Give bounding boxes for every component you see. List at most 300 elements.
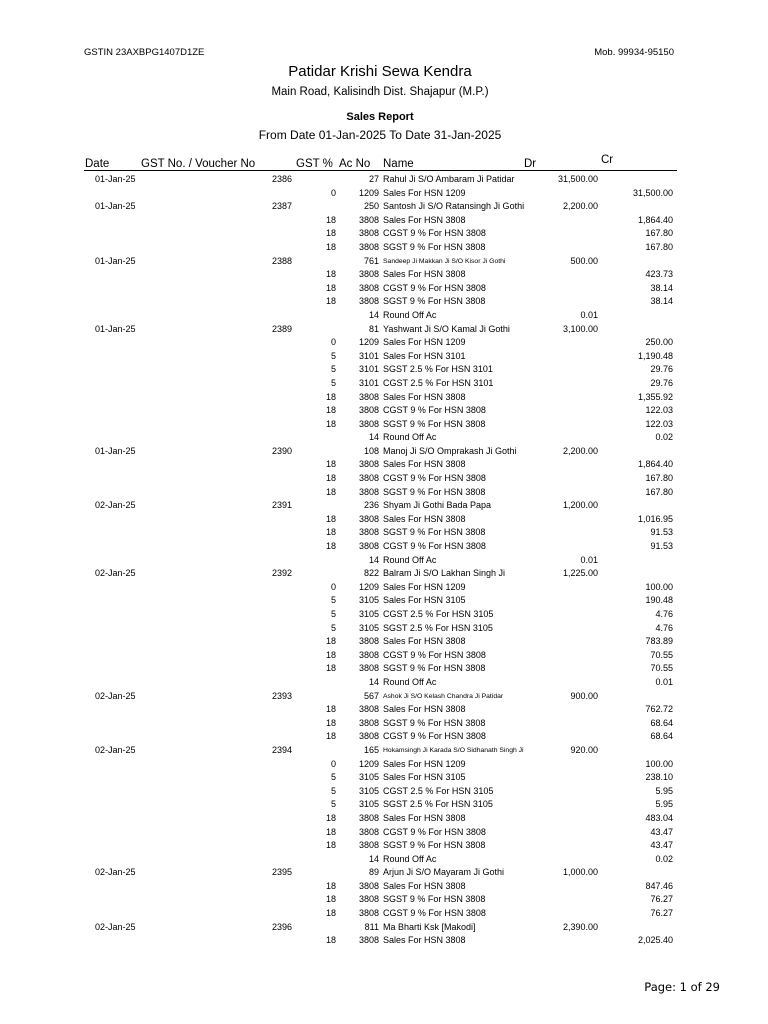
cell-gst-percent: 18 bbox=[325, 908, 336, 919]
cell-gst-percent: 18 bbox=[325, 473, 336, 484]
cell-cr: 167.80 bbox=[645, 241, 673, 252]
cell-name: CGST 2.5 % For HSN 3105 bbox=[383, 785, 494, 796]
cell-date: 01-Jan-25 bbox=[95, 255, 136, 266]
cell-name: CGST 9 % For HSN 3808 bbox=[383, 908, 486, 919]
column-header-date: Date bbox=[85, 158, 110, 170]
table-row bbox=[0, 744, 768, 758]
table-row bbox=[0, 567, 768, 581]
table-row bbox=[0, 200, 768, 214]
table-row bbox=[0, 255, 768, 269]
cell-name: Sales For HSN 1209 bbox=[383, 758, 466, 769]
table-row bbox=[0, 635, 768, 649]
cell-ac-no: 3808 bbox=[358, 704, 379, 715]
cell-ac-no: 3808 bbox=[358, 636, 379, 647]
cell-name: CGST 2.5 % For HSN 3105 bbox=[383, 609, 494, 619]
cell-name: Rahul Ji S/O Ambaram Ji Patidar bbox=[383, 174, 515, 184]
cell-dr: 31,500.00 bbox=[557, 174, 598, 184]
cell-voucher-no: 2393 bbox=[271, 690, 292, 701]
cell-name: Round Off Ac bbox=[383, 676, 437, 687]
cell-name: SGST 9 % For HSN 3808 bbox=[383, 527, 486, 538]
cell-cr: 122.03 bbox=[645, 418, 673, 429]
cell-gst-percent: 0 bbox=[330, 187, 336, 198]
cell-ac-no: 3808 bbox=[358, 541, 379, 552]
cell-voucher-no: 2388 bbox=[271, 255, 292, 266]
cell-name: Manoj Ji S/O Omprakash Ji Gothi bbox=[383, 445, 517, 456]
table-row bbox=[0, 690, 768, 704]
cell-date: 02-Jan-25 bbox=[95, 500, 136, 511]
cell-cr: 2,025.40 bbox=[637, 935, 673, 946]
table-row bbox=[0, 880, 768, 894]
table-row bbox=[0, 363, 768, 377]
cell-gst-percent: 18 bbox=[325, 731, 336, 742]
table-row bbox=[0, 499, 768, 513]
cell-name: Sales For HSN 3808 bbox=[383, 812, 466, 823]
cell-cr: 762.72 bbox=[645, 704, 673, 715]
table-row bbox=[0, 717, 768, 731]
table-row bbox=[0, 758, 768, 772]
table-row bbox=[0, 581, 768, 595]
cell-ac-no: 3808 bbox=[358, 663, 379, 674]
cell-name: Sales For HSN 3808 bbox=[383, 391, 466, 402]
cell-ac-no: 3808 bbox=[358, 908, 379, 919]
table-row bbox=[0, 608, 768, 622]
table-row bbox=[0, 377, 768, 391]
cell-cr: 0.01 bbox=[655, 676, 673, 687]
cell-date: 01-Jan-25 bbox=[95, 201, 136, 212]
cell-gst-percent: 18 bbox=[325, 812, 336, 823]
table-row bbox=[0, 934, 768, 948]
cell-gst-percent: 18 bbox=[325, 391, 336, 402]
cell-cr: 423.73 bbox=[645, 269, 673, 280]
table-row bbox=[0, 486, 768, 500]
cell-dr: 900.00 bbox=[570, 690, 598, 701]
cell-cr: 167.80 bbox=[645, 486, 673, 497]
table-row bbox=[0, 649, 768, 663]
cell-ac-no: 3808 bbox=[358, 527, 379, 538]
cell-voucher-no: 2389 bbox=[271, 323, 292, 334]
cell-name: Sales For HSN 3808 bbox=[383, 269, 466, 280]
cell-cr: 5.95 bbox=[655, 799, 673, 810]
cell-ac-no: 3808 bbox=[358, 214, 379, 225]
cell-gst-percent: 5 bbox=[330, 364, 336, 375]
cell-ac-no: 27 bbox=[368, 174, 379, 184]
cell-gst-percent: 18 bbox=[325, 269, 336, 280]
cell-gst-percent: 18 bbox=[325, 527, 336, 538]
cell-name: Sales For HSN 3808 bbox=[383, 880, 466, 891]
table-row bbox=[0, 798, 768, 812]
cell-ac-no: 3808 bbox=[358, 812, 379, 823]
cell-gst-percent: 18 bbox=[325, 894, 336, 905]
cell-dr: 920.00 bbox=[570, 744, 598, 755]
column-header-cr: Cr bbox=[601, 154, 614, 166]
cell-gst-percent: 18 bbox=[325, 486, 336, 497]
cell-name: CGST 9 % For HSN 3808 bbox=[383, 731, 486, 742]
cell-name: Ma Bharti Ksk [Makodi] bbox=[383, 921, 476, 932]
cell-name: Santosh Ji S/O Ratansingh Ji Gothi bbox=[383, 201, 525, 212]
cell-name: CGST 9 % For HSN 3808 bbox=[383, 826, 486, 837]
cell-gst-percent: 18 bbox=[325, 418, 336, 429]
cell-dr: 1,000.00 bbox=[562, 867, 598, 878]
table-row bbox=[0, 404, 768, 418]
table-row bbox=[0, 540, 768, 554]
cell-name: SGST 9 % For HSN 3808 bbox=[383, 486, 486, 497]
cell-ac-no: 3808 bbox=[358, 405, 379, 416]
cell-name: SGST 9 % For HSN 3808 bbox=[383, 840, 486, 851]
cell-name: SGST 9 % For HSN 3808 bbox=[383, 418, 486, 429]
cell-gst-percent: 5 bbox=[330, 609, 336, 619]
company-name: Patidar Krishi Sewa Kendra bbox=[288, 63, 472, 80]
cell-dr: 1,225.00 bbox=[562, 568, 598, 579]
cell-gst-percent: 18 bbox=[325, 636, 336, 647]
cell-ac-no: 3105 bbox=[358, 799, 379, 810]
cell-ac-no: 3808 bbox=[358, 880, 379, 891]
cell-ac-no: 108 bbox=[363, 445, 379, 456]
column-header-gst-percent: GST % bbox=[296, 158, 333, 170]
cell-ac-no: 3808 bbox=[358, 649, 379, 660]
cell-ac-no: 3808 bbox=[358, 296, 379, 307]
cell-ac-no: 3101 bbox=[358, 377, 379, 388]
cell-cr: 5.95 bbox=[655, 785, 673, 796]
cell-voucher-no: 2396 bbox=[271, 921, 292, 932]
column-header-ac-no: Ac No bbox=[339, 158, 371, 170]
cell-voucher-no: 2392 bbox=[271, 568, 292, 579]
cell-ac-no: 14 bbox=[368, 432, 379, 443]
cell-name: Shyam Ji Gothi Bada Papa bbox=[383, 500, 492, 511]
cell-name: Sales For HSN 1209 bbox=[383, 337, 466, 348]
cell-ac-no: 3808 bbox=[358, 935, 379, 946]
cell-name: CGST 9 % For HSN 3808 bbox=[383, 541, 486, 552]
cell-gst-percent: 18 bbox=[325, 663, 336, 674]
cell-gst-percent: 5 bbox=[330, 622, 336, 633]
cell-gst-percent: 5 bbox=[330, 377, 336, 388]
cell-gst-percent: 18 bbox=[325, 840, 336, 851]
cell-cr: 76.27 bbox=[650, 908, 673, 919]
cell-ac-no: 3105 bbox=[358, 622, 379, 633]
cell-gst-percent: 18 bbox=[325, 214, 336, 225]
cell-name: Sales For HSN 3808 bbox=[383, 214, 466, 225]
cell-voucher-no: 2391 bbox=[271, 500, 292, 511]
cell-gst-percent: 18 bbox=[325, 405, 336, 416]
cell-ac-no: 3808 bbox=[358, 473, 379, 484]
cell-gst-percent: 5 bbox=[330, 772, 336, 783]
cell-ac-no: 1209 bbox=[358, 187, 379, 198]
column-header-name: Name bbox=[383, 158, 414, 170]
cell-name: Sales For HSN 3808 bbox=[383, 513, 466, 524]
gstin-number: GSTIN 23AXBPG1407D1ZE bbox=[84, 47, 205, 58]
table-row bbox=[0, 771, 768, 785]
cell-name: CGST 9 % For HSN 3808 bbox=[383, 405, 486, 416]
cell-name: CGST 9 % For HSN 3808 bbox=[383, 228, 486, 239]
cell-ac-no: 14 bbox=[368, 554, 379, 565]
cell-cr: 1,864.40 bbox=[637, 214, 673, 225]
table-row bbox=[0, 336, 768, 350]
cell-dr: 0.01 bbox=[580, 309, 598, 320]
cell-name: Balram Ji S/O Lakhan Singh Ji bbox=[383, 568, 506, 579]
cell-cr: 122.03 bbox=[645, 405, 673, 416]
cell-date: 01-Jan-25 bbox=[95, 174, 136, 184]
cell-gst-percent: 5 bbox=[330, 799, 336, 810]
table-row bbox=[0, 866, 768, 880]
cell-cr: 190.48 bbox=[645, 595, 673, 606]
cell-gst-percent: 18 bbox=[325, 649, 336, 660]
cell-cr: 38.14 bbox=[650, 296, 673, 307]
cell-cr: 250.00 bbox=[645, 337, 673, 348]
cell-ac-no: 3808 bbox=[358, 731, 379, 742]
cell-voucher-no: 2387 bbox=[271, 201, 292, 212]
report-title: Sales Report bbox=[346, 111, 414, 123]
cell-cr: 68.64 bbox=[650, 717, 673, 728]
cell-dr: 0.01 bbox=[580, 554, 598, 565]
cell-gst-percent: 18 bbox=[325, 459, 336, 470]
cell-dr: 3,100.00 bbox=[562, 323, 598, 334]
cell-ac-no: 3808 bbox=[358, 459, 379, 470]
cell-ac-no: 3101 bbox=[358, 350, 379, 361]
cell-gst-percent: 18 bbox=[325, 935, 336, 946]
table-row bbox=[0, 513, 768, 527]
cell-cr: 43.47 bbox=[650, 840, 673, 851]
cell-cr: 100.00 bbox=[645, 758, 673, 769]
cell-date: 02-Jan-25 bbox=[95, 867, 136, 878]
cell-date: 01-Jan-25 bbox=[95, 323, 136, 334]
cell-ac-no: 3105 bbox=[358, 785, 379, 796]
cell-ac-no: 14 bbox=[368, 676, 379, 687]
table-row bbox=[0, 445, 768, 459]
table-header bbox=[84, 154, 677, 171]
table-row bbox=[0, 241, 768, 255]
cell-gst-percent: 18 bbox=[325, 296, 336, 307]
cell-voucher-no: 2386 bbox=[271, 174, 292, 184]
report-date-range: From Date 01-Jan-2025 To Date 31-Jan-2025 bbox=[258, 128, 502, 142]
cell-dr: 2,390.00 bbox=[562, 921, 598, 932]
table-row bbox=[0, 282, 768, 296]
cell-cr: 100.00 bbox=[645, 581, 673, 592]
cell-ac-no: 3105 bbox=[358, 595, 379, 606]
cell-gst-percent: 18 bbox=[325, 704, 336, 715]
cell-name: Sales For HSN 3808 bbox=[383, 459, 466, 470]
cell-dr: 2,200.00 bbox=[562, 201, 598, 212]
cell-name: Sales For HSN 3808 bbox=[383, 704, 466, 715]
cell-gst-percent: 18 bbox=[325, 513, 336, 524]
table-row bbox=[0, 227, 768, 241]
table-row bbox=[0, 268, 768, 282]
table-row bbox=[0, 295, 768, 309]
cell-ac-no: 236 bbox=[363, 500, 379, 511]
cell-name: SGST 9 % For HSN 3808 bbox=[383, 894, 486, 905]
cell-name: Ashok Ji S/O Kelash Chandra Ji Patidar bbox=[383, 692, 504, 700]
cell-name: Hokamsingh Ji Karada S/O Sidhanath Singh Ji bbox=[383, 746, 524, 754]
cell-cr: 38.14 bbox=[650, 282, 673, 293]
table-row bbox=[0, 594, 768, 608]
cell-name: SGST 9 % For HSN 3808 bbox=[383, 663, 486, 674]
table-row bbox=[0, 785, 768, 799]
cell-cr: 31,500.00 bbox=[632, 187, 673, 198]
table-row bbox=[0, 173, 768, 187]
cell-ac-no: 89 bbox=[368, 867, 379, 878]
table-body bbox=[0, 173, 768, 948]
cell-ac-no: 81 bbox=[368, 323, 379, 334]
cell-cr: 0.02 bbox=[655, 432, 673, 443]
cell-gst-percent: 18 bbox=[325, 717, 336, 728]
cell-gst-percent: 18 bbox=[325, 241, 336, 252]
cell-ac-no: 1209 bbox=[358, 337, 379, 348]
table-row bbox=[0, 323, 768, 337]
cell-name: SGST 2.5 % For HSN 3105 bbox=[383, 622, 493, 633]
cell-cr: 29.76 bbox=[650, 377, 673, 388]
cell-cr: 167.80 bbox=[645, 473, 673, 484]
cell-cr: 70.55 bbox=[650, 649, 673, 660]
cell-cr: 238.10 bbox=[645, 772, 673, 783]
table-row bbox=[0, 826, 768, 840]
cell-gst-percent: 0 bbox=[330, 337, 336, 348]
cell-ac-no: 250 bbox=[363, 201, 379, 212]
cell-cr: 0.02 bbox=[655, 853, 673, 864]
cell-ac-no: 14 bbox=[368, 853, 379, 864]
cell-name: Sales For HSN 3101 bbox=[383, 350, 466, 361]
cell-name: Round Off Ac bbox=[383, 554, 437, 565]
table-row bbox=[0, 554, 768, 568]
table-row bbox=[0, 418, 768, 432]
table-row bbox=[0, 812, 768, 826]
cell-voucher-no: 2395 bbox=[271, 867, 292, 878]
cell-name: SGST 9 % For HSN 3808 bbox=[383, 717, 486, 728]
cell-cr: 29.76 bbox=[650, 364, 673, 375]
cell-ac-no: 1209 bbox=[358, 758, 379, 769]
page-number: Page: 1 of 29 bbox=[644, 980, 720, 994]
cell-gst-percent: 5 bbox=[330, 785, 336, 796]
column-header-dr: Dr bbox=[524, 158, 537, 170]
cell-name: Round Off Ac bbox=[383, 432, 437, 443]
cell-name: Round Off Ac bbox=[383, 309, 437, 320]
cell-ac-no: 811 bbox=[364, 921, 379, 932]
cell-voucher-no: 2394 bbox=[271, 744, 292, 755]
table-row bbox=[0, 662, 768, 676]
cell-cr: 4.76 bbox=[655, 622, 673, 633]
table-row bbox=[0, 921, 768, 935]
cell-cr: 68.64 bbox=[650, 731, 673, 742]
cell-name: CGST 9 % For HSN 3808 bbox=[383, 649, 486, 660]
cell-cr: 91.53 bbox=[650, 541, 673, 552]
cell-name: Yashwant Ji S/O Kamal Ji Gothi bbox=[383, 323, 510, 334]
cell-gst-percent: 0 bbox=[330, 581, 336, 592]
cell-name: Sales For HSN 3808 bbox=[383, 935, 466, 946]
cell-gst-percent: 18 bbox=[325, 541, 336, 552]
cell-date: 02-Jan-25 bbox=[95, 744, 136, 755]
cell-ac-no: 3808 bbox=[358, 717, 379, 728]
cell-name: Sales For HSN 3105 bbox=[383, 772, 466, 783]
cell-ac-no: 3808 bbox=[358, 241, 379, 252]
cell-cr: 4.76 bbox=[655, 609, 673, 619]
cell-ac-no: 3101 bbox=[358, 364, 379, 375]
cell-dr: 500.00 bbox=[570, 255, 598, 266]
cell-ac-no: 3808 bbox=[358, 826, 379, 837]
cell-cr: 1,016.95 bbox=[637, 513, 673, 524]
cell-name: Sandeep Ji Makkan Ji S/O Kisor Ji Gothi bbox=[383, 257, 506, 265]
table-row bbox=[0, 526, 768, 540]
column-header-gst-voucher: GST No. / Voucher No bbox=[141, 158, 256, 170]
cell-name: Round Off Ac bbox=[383, 853, 437, 864]
table-row bbox=[0, 676, 768, 690]
cell-ac-no: 3808 bbox=[358, 282, 379, 293]
cell-ac-no: 3808 bbox=[358, 418, 379, 429]
table-row bbox=[0, 622, 768, 636]
table-row bbox=[0, 350, 768, 364]
cell-gst-percent: 5 bbox=[330, 595, 336, 606]
table-row bbox=[0, 458, 768, 472]
cell-date: 02-Jan-25 bbox=[95, 690, 136, 701]
table-row bbox=[0, 431, 768, 445]
cell-name: Sales For HSN 3808 bbox=[383, 636, 466, 647]
cell-date: 02-Jan-25 bbox=[95, 568, 136, 579]
cell-gst-percent: 18 bbox=[325, 228, 336, 239]
cell-gst-percent: 18 bbox=[325, 282, 336, 293]
table-row bbox=[0, 214, 768, 228]
cell-ac-no: 822 bbox=[363, 568, 379, 579]
cell-cr: 70.55 bbox=[650, 663, 673, 674]
cell-ac-no: 3105 bbox=[358, 772, 379, 783]
table-row bbox=[0, 839, 768, 853]
cell-gst-percent: 5 bbox=[330, 350, 336, 361]
cell-name: SGST 9 % For HSN 3808 bbox=[383, 296, 486, 307]
cell-ac-no: 3808 bbox=[358, 391, 379, 402]
cell-ac-no: 3808 bbox=[358, 228, 379, 239]
cell-ac-no: 3808 bbox=[358, 894, 379, 905]
cell-gst-percent: 0 bbox=[330, 758, 336, 769]
table-row bbox=[0, 893, 768, 907]
cell-gst-percent: 18 bbox=[325, 826, 336, 837]
mobile-number: Mob. 99934-95150 bbox=[594, 47, 674, 58]
cell-ac-no: 567 bbox=[363, 690, 379, 701]
cell-cr: 847.46 bbox=[645, 880, 673, 891]
cell-dr: 1,200.00 bbox=[562, 500, 598, 511]
cell-name: SGST 9 % For HSN 3808 bbox=[383, 241, 486, 252]
cell-voucher-no: 2390 bbox=[271, 445, 292, 456]
table-row bbox=[0, 309, 768, 323]
cell-date: 02-Jan-25 bbox=[95, 921, 136, 932]
company-address: Main Road, Kalisindh Dist. Shajapur (M.P.) bbox=[271, 86, 489, 98]
table-row bbox=[0, 853, 768, 867]
cell-cr: 1,355.92 bbox=[637, 391, 673, 402]
cell-cr: 1,190.48 bbox=[637, 350, 673, 361]
cell-cr: 167.80 bbox=[645, 228, 673, 239]
cell-ac-no: 3808 bbox=[358, 513, 379, 524]
cell-name: Sales For HSN 1209 bbox=[383, 187, 466, 198]
cell-ac-no: 14 bbox=[368, 309, 379, 320]
table-row bbox=[0, 187, 768, 201]
cell-name: Arjun Ji S/O Mayaram Ji Gothi bbox=[383, 867, 505, 878]
cell-cr: 76.27 bbox=[650, 894, 673, 905]
cell-ac-no: 3808 bbox=[358, 486, 379, 497]
table-row bbox=[0, 391, 768, 405]
cell-cr: 783.89 bbox=[645, 636, 673, 647]
cell-name: SGST 2.5 % For HSN 3101 bbox=[383, 364, 493, 375]
cell-ac-no: 165 bbox=[363, 744, 379, 755]
table-row bbox=[0, 703, 768, 717]
cell-cr: 43.47 bbox=[650, 826, 673, 837]
cell-name: Sales For HSN 3105 bbox=[383, 595, 466, 606]
cell-name: CGST 2.5 % For HSN 3101 bbox=[383, 377, 494, 388]
table-row bbox=[0, 472, 768, 486]
cell-name: Sales For HSN 1209 bbox=[383, 581, 466, 592]
cell-cr: 1,864.40 bbox=[637, 459, 673, 470]
cell-name: SGST 2.5 % For HSN 3105 bbox=[383, 799, 493, 810]
cell-ac-no: 1209 bbox=[358, 581, 379, 592]
cell-ac-no: 3105 bbox=[358, 609, 379, 619]
table-row bbox=[0, 730, 768, 744]
cell-name: CGST 9 % For HSN 3808 bbox=[383, 282, 486, 293]
cell-ac-no: 3808 bbox=[358, 269, 379, 280]
cell-date: 01-Jan-25 bbox=[95, 445, 136, 456]
table-row bbox=[0, 907, 768, 921]
